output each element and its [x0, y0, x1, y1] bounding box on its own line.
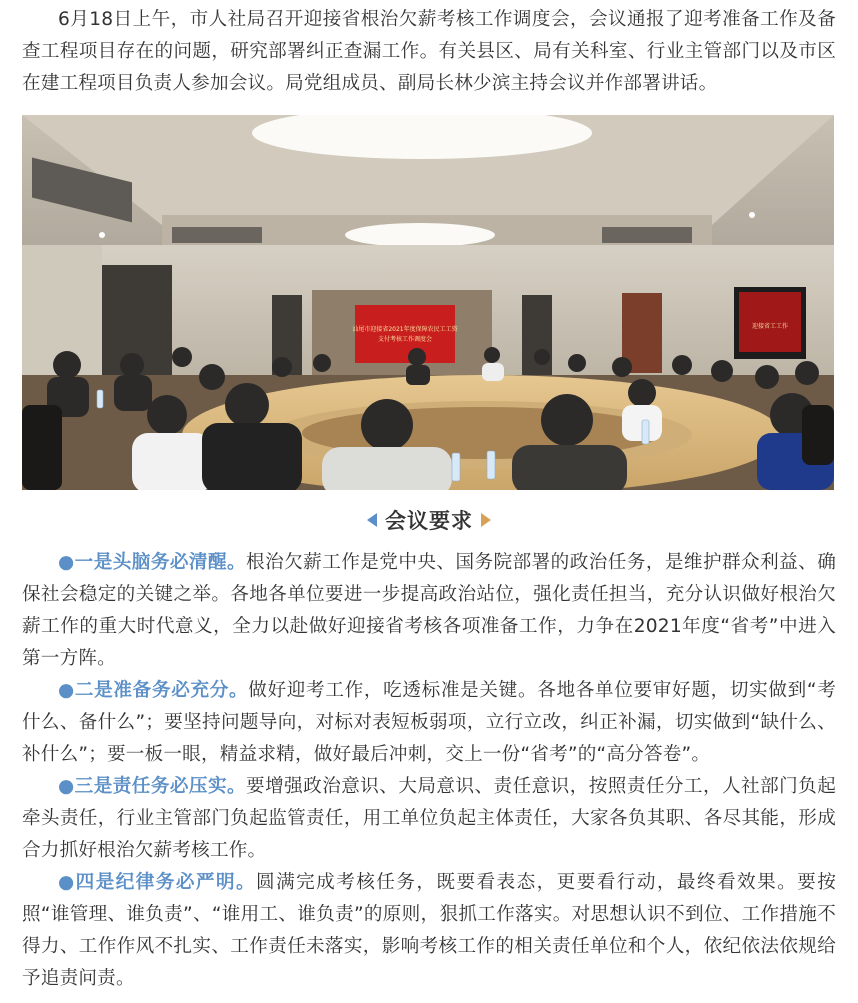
- side-screen-text: 迎接省工工作: [751, 323, 789, 330]
- section-heading: [0, 500, 858, 540]
- left-arrow-icon: [367, 513, 377, 527]
- meeting-photo: [22, 115, 834, 490]
- intro-paragraph: 6月18日上午，市人社局召开迎接省根治欠薪考核工作调度会，会议通报了迎考准备工作及备查工程项目存在的问题，研究部署纠正查漏工作。有关县区、局有关科室、行业主管部门以及市区在建工程项目负责人参加会议。局党组成员、副局长林少滨主持会议并作部署讲话。: [22, 9, 836, 94]
- requirement-lead-1: ●一是头脑务必清醒。: [58, 552, 247, 573]
- requirement-body-3: 要增强政治意识、大局意识、责任意识，按照责任分工，人社部门负起牵头责任，行业主管部门负起监管责任，用工单位负起主体责任，大家各负其职、各尽其能，形成合力抓好根治欠薪考核工作。: [22, 776, 836, 861]
- requirement-item-1: [22, 547, 836, 675]
- requirement-body-4: 圆满完成考核任务，既要看表态，更要看行动，最终看效果。要按照“谁管理、谁负责”、“谁用工、谁负责”的原则，狠抓工作落实。对思想认识不到位、工作措施不得力、工作作风不扎实、工作责任未落实，影响考核工作的相关责任单位和个人，依纪依法依规给予追责问责。: [22, 872, 836, 989]
- requirement-body-2: 做好迎考工作，吃透标准是关键。各地各单位要审好题，切实做到“考什么、备什么”；要坚持问题导向，对标对表短板弱项，立行立改，纠正补漏，切实做到“缺什么、补什么”；要一板一眼，精益求精，做好最后冲刺，交上一份“省考”的“高分答卷”。: [22, 680, 836, 765]
- screen-text-1: 汕尾市迎接省2021年度保障农民工工资: [352, 326, 458, 333]
- right-arrow-icon: [481, 513, 491, 527]
- requirement-lead-4: ●四是纪律务必严明。: [58, 872, 257, 893]
- section-title: 会议要求: [385, 509, 473, 533]
- requirement-body-1: 根治欠薪工作是党中央、国务院部署的政治任务，是维护群众利益、确保社会稳定的关键之举。各地各单位要进一步提高政治站位，强化责任担当，充分认识做好根治欠薪工作的重大时代意义，全力以赴做好迎接省考核各项准备工作，力争在2021年度“省考”中进入第一方阵。: [22, 552, 836, 669]
- requirement-lead-2: ●二是准备务必充分。: [58, 680, 249, 701]
- requirement-item-4: [22, 867, 836, 995]
- requirement-lead-3: ●三是责任务必压实。: [58, 776, 247, 797]
- requirement-item-2: [22, 675, 836, 771]
- screen-text-2: 支付考核工作调度会: [377, 336, 433, 343]
- requirement-item-3: [22, 771, 836, 867]
- meeting-photo-illustration: [22, 115, 834, 490]
